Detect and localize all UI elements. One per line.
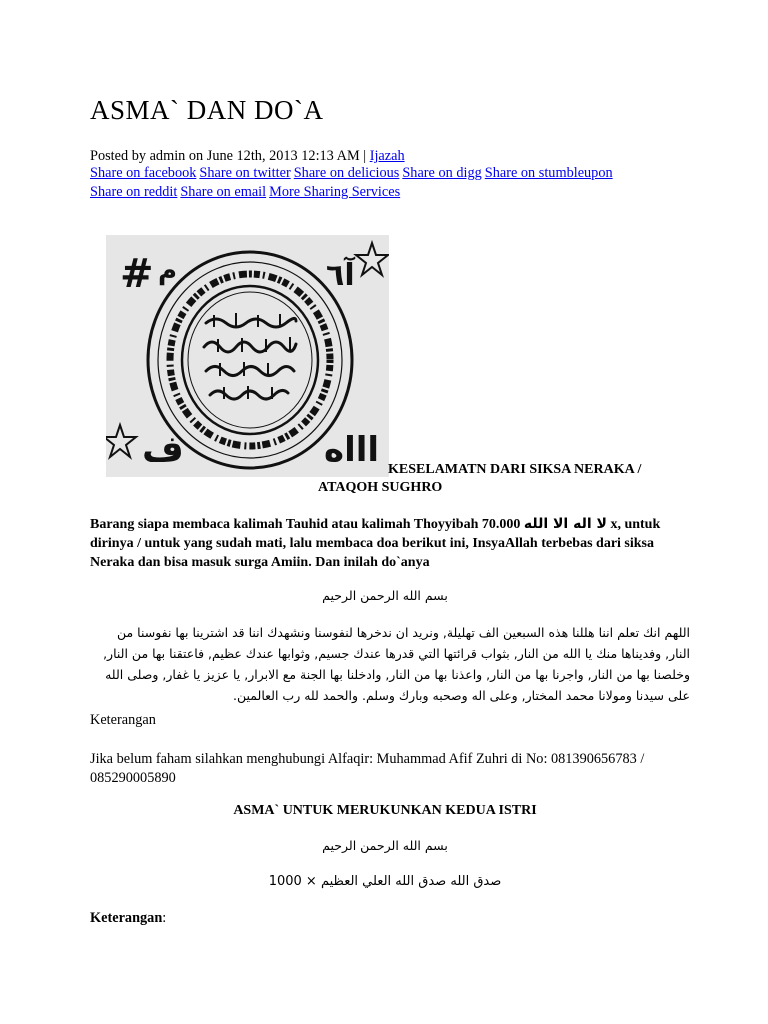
svg-text:#: # [120, 251, 154, 297]
section1-keterangan: Keterangan [90, 712, 156, 728]
share-stumbleupon-link[interactable]: Share on stumbleupon [484, 165, 613, 181]
section2-keterangan-label: Keterangan [90, 910, 163, 926]
svg-text:م: م [158, 256, 178, 286]
svg-text:آ٦: آ٦ [326, 258, 355, 293]
share-links [90, 164, 690, 202]
share-twitter-link[interactable]: Share on twitter [199, 165, 291, 181]
share-delicious-link[interactable]: Share on delicious [293, 165, 400, 181]
post-meta-text: Posted by admin on June 12th, 2013 12:13 AM | [90, 148, 367, 164]
intro-arabic: لا اله الا الله [523, 516, 607, 532]
section1-contact: Jika belum faham silahkan menghubungi Alfaqir: Muhammad Afif Zuhri di No: 081390656783 / 085290005890 [90, 751, 645, 786]
section2-basmala: بسم الله الرحمن الرحيم [322, 838, 448, 853]
share-reddit-link[interactable]: Share on reddit [90, 184, 178, 200]
section2-keterangan [90, 910, 166, 927]
category-link[interactable]: Ijazah [369, 148, 405, 164]
svg-text:ف: ف [142, 429, 184, 470]
share-digg-link[interactable]: Share on digg [402, 165, 482, 181]
section1-caption-line2: ATAQOH SUGHRO [318, 480, 443, 495]
section1-basmala: بسم الله الرحمن الرحيم [322, 588, 448, 603]
section2-recitation: صدق الله صدق الله العلي العظيم × 1000 [268, 874, 502, 889]
section1-caption-line1: KESELAMATN DARI SIKSA NERAKA / [388, 462, 642, 477]
share-email-link[interactable]: Share on email [180, 184, 267, 200]
section2-keterangan-colon: : [162, 910, 167, 926]
section1-prayer: اللهم انك تعلم اننا هللنا هذه السبعين الف تهليلة, ونريد ان ندخرها لنفوسنا ونشهدك اننا قد اشترينا بها نفوسنا من النار, وفديناها منك يا الله من النار, بثواب قرائتها التي قدرها عندك جسيم, وثوابها عندك عظيم, فاعتقنا بها من النار, وخلصنا بها من النار, واجرنا بها من النار, واعذنا بها من النار, وادخلنا بها الجنة مع الابرار, يا عزيز يا غفار, وصلى الله على سيدنا ومولانا محمد المختار, وعلى اله وصحبه وبارك وسلم. والحمد لله رب العالمين. [103, 625, 690, 703]
seal-image [106, 235, 389, 477]
more-sharing-link[interactable]: More Sharing Services [269, 184, 401, 200]
post-title: ASMA` DAN DO`A [90, 95, 324, 125]
section2-heading: ASMA` UNTUK MERUKUNKAN KEDUA ISTRI [233, 803, 537, 818]
intro-text-b: 70.000 x, untuk dirinya / untuk yang sudah mati, lalu membaca doa berikut ini, InsyaAllah terbebas dari siksa Neraka dan bisa masuk surga Amiin. Dan inilah do`anya [90, 517, 661, 570]
intro-text-a: Barang siapa membaca kalimah Tauhid atau kalimah Thoyyibah [90, 517, 482, 532]
svg-text:اااه: اااه [324, 430, 380, 470]
section1-intro [90, 515, 680, 572]
share-facebook-link[interactable]: Share on facebook [90, 165, 197, 181]
